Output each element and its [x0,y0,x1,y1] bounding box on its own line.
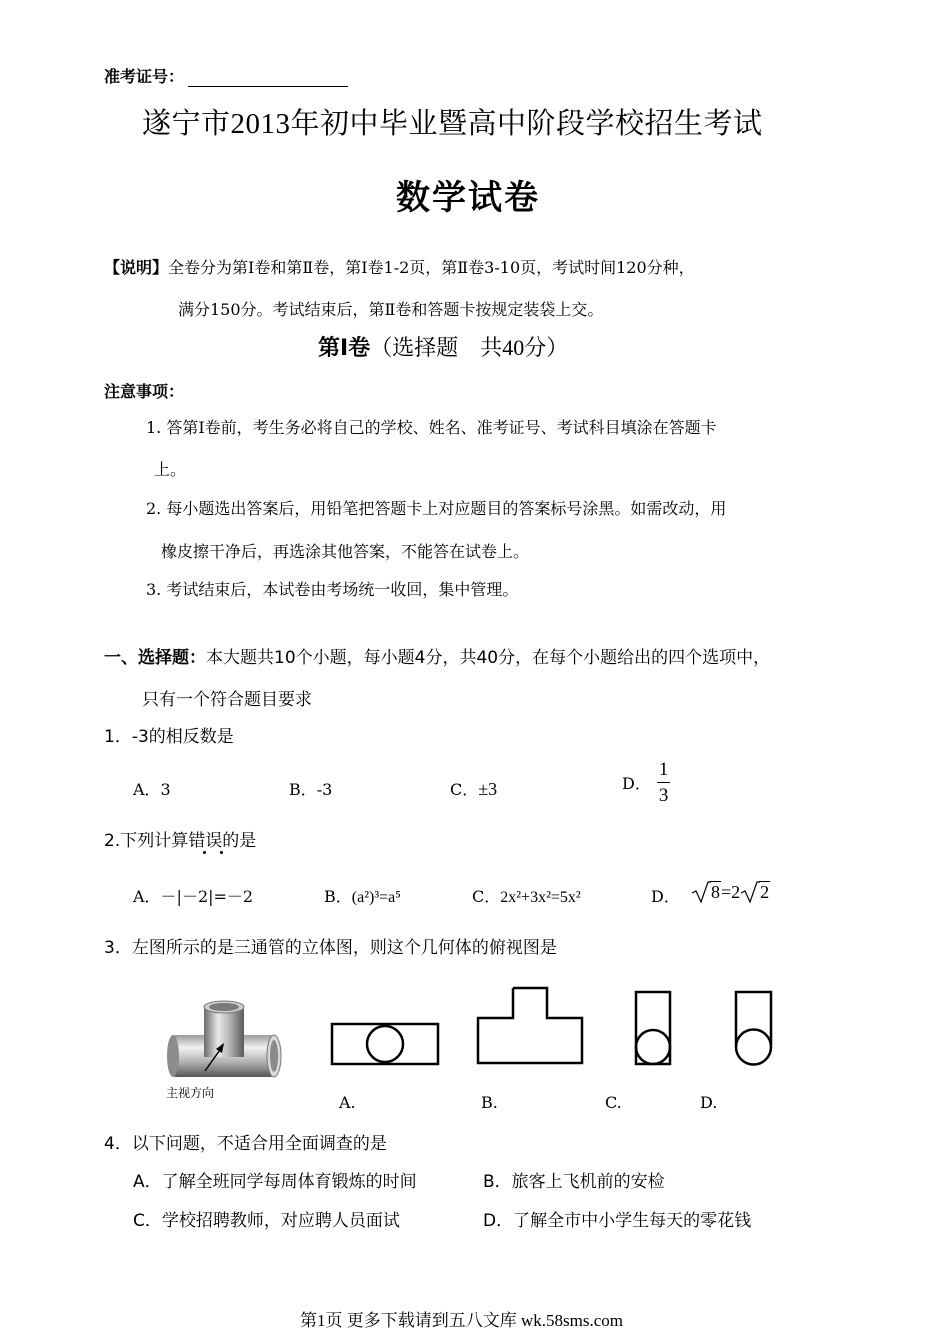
shape-circle [736,1030,771,1065]
attention-item-2: 2. 每小题选出答案后，用铅笔把答题卡上对应题目的答案标号涂黑。如需改动，用 [146,499,727,518]
shape-rectangle [636,992,670,1064]
q4-option-a: A．了解全班同学每周体育锻炼的时间 [133,1172,417,1192]
q3-option-b-figure [476,986,586,1066]
pipe-left-end [167,1035,179,1077]
q1-option-b: B．-3 [289,780,333,799]
q4-option-c: C．学校招聘教师，对应聘人员面试 [133,1211,400,1231]
attention-item-1: 1. 答第Ⅰ卷前，考生务必将自己的学校、姓名、准考证号、考试科目填涂在答题卡 [146,418,717,437]
q1-option-a: A．3 [133,780,171,799]
q2-stem: 2.下列计算错误的是 [104,831,257,851]
q4-option-b: B．旅客上飞机前的安检 [483,1172,665,1192]
q4-stem: 4．以下问题，不适合用全面调查的是 [104,1134,387,1154]
part1-title [318,331,568,362]
q2-option-c-expr: 2x²+3x²=5x² [500,889,581,906]
sqrt-radicand: 8 [711,882,720,902]
q1-stem: 1．-3的相反数是 [104,727,234,747]
q2-option-c-label: C． [472,887,501,906]
exam-number-label: 准考证号： [104,67,185,86]
q1-option-d-denominator: 3 [658,785,669,806]
q3-option-b: B. [481,1093,498,1112]
q1-option-d-numerator: 1 [657,760,671,783]
q2-option-d-middle: =2 [721,882,741,902]
exam-number-field [104,64,348,87]
q3-option-d: D. [700,1093,718,1112]
exam-title: 遂宁市2013年初中毕业暨高中阶段学校招生考试 [142,108,763,140]
section1-line1 [104,643,770,668]
q1-option-c-value: ±3 [478,779,498,799]
q2-option-b [324,884,401,907]
q2-option-b-label: B． [324,887,352,906]
shape-rectangle [332,1024,438,1064]
q2-option-d-label: D． [651,887,680,906]
page-footer: 第1页 更多下载请到五八文库 wk.58sms.com [300,1311,623,1330]
q3-option-c-figure [634,990,674,1068]
attention-item-1-cont: 上。 [154,460,187,479]
instructions-line1 [104,255,695,278]
sqrt-sign [691,880,711,904]
emphasis-dot [220,851,223,854]
attention-item-2-cont: 橡皮擦干净后，再选涂其他答案，不能答在试卷上。 [161,542,530,561]
q3-option-c: C. [605,1093,622,1112]
emphasis-dot [203,851,206,854]
instructions-line2: 满分150分。考试结束后，第Ⅱ卷和答题卡按规定装袋上交。 [178,300,604,319]
pipe-top-hole [209,1003,239,1011]
q3-option-d-figure [733,990,775,1068]
shape-t [478,988,582,1063]
q2-option-d-expr [691,880,770,904]
shape-open-rectangle [736,992,771,1045]
part1-title-bold: 第Ⅰ卷 [318,336,371,361]
part1-title-rest: （选择题 共40分） [370,335,569,360]
subject-title: 数学试卷 [396,178,540,218]
pipe-vertical [204,1007,244,1057]
instructions-label: 【说明】 [104,258,169,277]
view-direction-caption: 主视方向 [166,1086,215,1100]
q1-option-d-fraction [657,760,671,805]
instructions-text1: 全卷分为第Ⅰ卷和第Ⅱ卷，第Ⅰ卷1-2页，第Ⅱ卷3-10页，考试时间120分种， [168,258,695,277]
shape-circle [636,1030,670,1064]
q3-stem: 3．左图所示的是三通管的立体图，则这个几何体的俯视图是 [104,938,557,958]
section1-label: 一、选择题： [104,648,206,668]
q4-option-d: D．了解全市中小学生每天的零花钱 [483,1211,752,1231]
attention-title: 注意事项： [104,382,185,401]
q1-option-c-label: C． [450,780,479,799]
q2-option-a: A．－|－2|=－2 [133,887,254,906]
q1-option-c [450,777,497,800]
q2-option-c [472,884,581,907]
section1-text1: 本大题共10个小题，每小题4分，共40分，在每个小题给出的四个选项中， [206,648,771,668]
section1-line2: 只有一个符合题目要求 [142,690,312,710]
sqrt-sign [740,880,760,904]
q3-option-a-figure [330,1022,442,1070]
q1-option-d-label: D． [622,774,651,793]
q2-option-b-expr: (a²)³=a⁵ [351,889,401,906]
q3-option-a: A. [339,1093,356,1112]
shape-circle [367,1026,403,1062]
attention-item-3: 3. 考试结束后，本试卷由考场统一收回，集中管理。 [146,580,519,599]
pipe-right-hole [270,1040,278,1072]
q1-option-d [622,760,670,805]
exam-number-blank [188,70,348,87]
sqrt-radicand: 2 [760,882,770,902]
